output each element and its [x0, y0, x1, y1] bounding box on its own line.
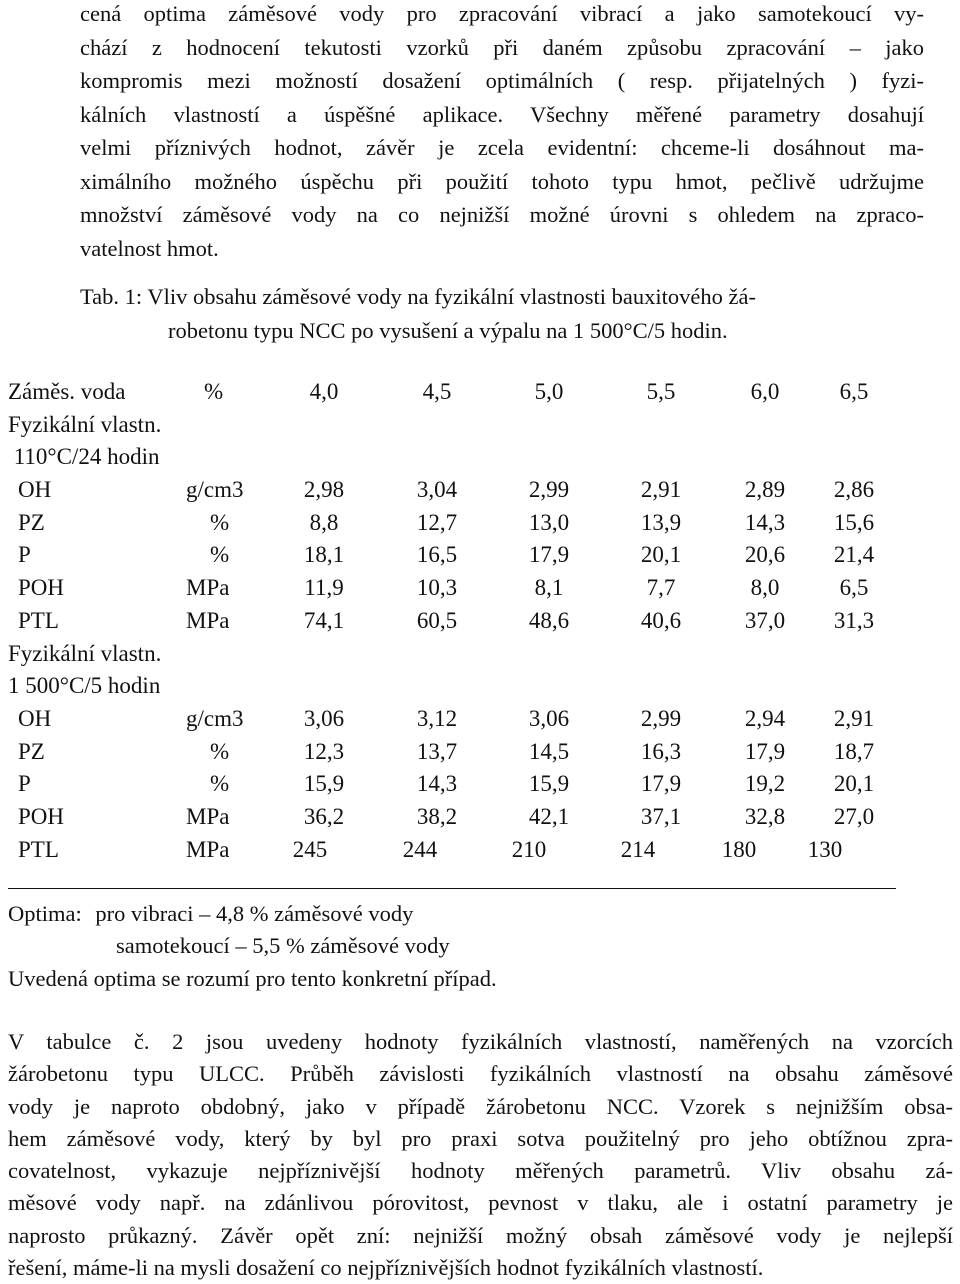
table-cell: 8,0 [750, 575, 780, 601]
table-cell: 42,1 [528, 803, 570, 829]
row-unit: g/cm3 [186, 705, 244, 731]
table-cell: 40,6 [640, 607, 682, 633]
table-cell: 210 [511, 836, 547, 862]
table-cell: 37,1 [640, 803, 682, 829]
text-line: naprosto průkazný. Závěr opět zní: nejnižší možný obsah záměsové vody je nejlepší [8, 1222, 953, 1248]
table-cell: 3,12 [416, 705, 458, 731]
text-line: měsové vody např. na zdánlivou pórovitost, pevnost v tlaku, ale i ostatní parametry je [8, 1190, 953, 1216]
table-cell: 2,99 [640, 705, 682, 731]
table-cell: 130 [807, 836, 843, 862]
row-unit: % [210, 738, 230, 764]
section-title-row [8, 441, 908, 474]
table-cell: 14,3 [416, 771, 458, 797]
table-cell: 7,7 [646, 575, 676, 601]
table-cell: 20,6 [744, 542, 786, 568]
table-cell: 32,8 [744, 803, 786, 829]
optima-vibration: pro vibraci – 4,8 % záměsové vody [95, 901, 414, 926]
table-cell: 37,0 [744, 607, 786, 633]
optima-line [8, 898, 953, 930]
table-cell: 27,0 [833, 803, 875, 829]
table-cell: 4,0 [309, 379, 339, 404]
row-label: PTL [18, 607, 59, 633]
section-title-row [8, 409, 908, 442]
text-line: chází z hodnocení tekutosti vzorků při daném způsobu zpracování – jako [80, 34, 924, 60]
intro-paragraph [80, 0, 924, 265]
table-row [8, 801, 908, 834]
section-title: 110°C/24 hodin [8, 444, 160, 470]
table-cell: 48,6 [528, 607, 570, 633]
table-cell: 16,3 [640, 738, 682, 764]
table-cell: 13,9 [640, 509, 682, 535]
table-caption [80, 280, 940, 347]
row-unit: MPa [186, 836, 230, 862]
optima-selfflow: samotekoucí – 5,5 % záměsové vody [116, 933, 450, 959]
text-line: covatelnost, vykazuje nejpříznivější hodnoty měřených parametrů. Vliv obsahu zá- [8, 1158, 953, 1184]
text-line: kálních vlastností a úspěšné aplikace. Všechny měřené parametry dosahují [80, 101, 924, 127]
row-label: OH [18, 705, 52, 731]
table-cell: 12,3 [303, 738, 345, 764]
text-line: vody je naproto obdobný, jako v případě žárobetonu NCC. Vzorek s nejnižším obsa- [8, 1093, 953, 1119]
text-line: množství záměsové vody na co nejnižší možné úrovni s ohledem na zpraco- [80, 202, 924, 227]
table-cell: 2,94 [744, 705, 786, 731]
text-line: hem záměsové vody, který by byl pro praxi sotva použitelný pro jeho obtížnou zpra- [8, 1125, 953, 1151]
section-title-row [8, 638, 908, 671]
table-cell: 20,1 [640, 542, 682, 568]
row-label: PTL [18, 836, 59, 862]
table-cell: 3,06 [528, 705, 570, 731]
table-cell: 5,5 [646, 379, 676, 404]
table-row [8, 768, 908, 801]
text-line: žárobetonu typu ULCC. Průběh závislosti fyzikálních vlastností na obsahu záměsové [8, 1061, 953, 1087]
closing-paragraph [8, 1026, 953, 1284]
table-cell: 17,9 [528, 542, 570, 568]
table-cell: 18,1 [303, 542, 345, 568]
table-cell: 15,9 [528, 771, 570, 797]
section-title-row [8, 670, 908, 703]
row-unit: MPa [186, 803, 230, 829]
section-title: Fyzikální vlastn. [8, 411, 162, 437]
header-unit: % [204, 379, 224, 404]
table-cell: 74,1 [303, 607, 345, 633]
table-cell: 214 [620, 836, 656, 862]
caption-line: robetonu typu NCC po vysušení a výpalu na 1 500°C/5 hodin. [168, 317, 728, 343]
text-line: cená optima záměsové vody pro zpracování vibrací a jako samotekoucí vy- [80, 1, 924, 26]
table-row [8, 736, 908, 769]
optima-label: Optima: [8, 901, 82, 926]
row-label: P [18, 771, 31, 797]
table-cell: 13,0 [528, 509, 570, 535]
section-title: 1 500°C/5 hodin [8, 673, 161, 699]
table-cell: 2,98 [303, 477, 345, 503]
table-cell: 2,86 [833, 477, 875, 503]
row-label: OH [18, 477, 52, 503]
table-cell: 16,5 [416, 542, 458, 568]
row-label: PZ [18, 509, 45, 535]
table-cell: 36,2 [303, 803, 345, 829]
table-cell: 18,7 [833, 738, 875, 764]
table-cell: 19,2 [744, 771, 786, 797]
row-unit: % [210, 771, 230, 797]
optima-block [8, 898, 953, 995]
table-cell: 8,1 [534, 575, 564, 601]
table-cell: 245 [292, 836, 328, 862]
table-row [8, 507, 908, 540]
table-cell: 14,3 [744, 509, 786, 535]
row-unit: MPa [186, 575, 230, 601]
table-cell: 13,7 [416, 738, 458, 764]
table-cell: 4,5 [422, 379, 452, 404]
table-cell: 15,9 [303, 771, 345, 797]
row-label: PZ [18, 738, 45, 764]
row-unit: MPa [186, 607, 230, 633]
table-cell: 3,04 [416, 477, 458, 503]
table-row [8, 539, 908, 572]
table-cell: 12,7 [416, 509, 458, 535]
row-unit: % [210, 509, 230, 535]
text-line: vatelnost hmot. [80, 235, 219, 261]
table-cell: 17,9 [744, 738, 786, 764]
table-cell: 20,1 [833, 771, 875, 797]
table-cell: 21,4 [833, 542, 875, 568]
text-line: řešení, máme-li na mysli dosažení co nejpříznivějších hodnot fyzikálních vlastností. [8, 1255, 764, 1281]
properties-table [8, 376, 908, 866]
optima-note: Uvedená optima se rozumí pro tento konkretní případ. [8, 965, 497, 991]
row-unit: g/cm3 [186, 477, 244, 503]
text-line: ximálního možného úspěchu při použití tohoto typu hmot, pečlivě udržujme [80, 168, 924, 194]
section-title: Fyzikální vlastn. [8, 640, 162, 666]
table-cell: 17,9 [640, 771, 682, 797]
table-cell: 2,99 [528, 477, 570, 503]
table-cell: 10,3 [416, 575, 458, 601]
table-row [8, 834, 908, 867]
table-cell: 3,06 [303, 705, 345, 731]
row-unit: % [210, 542, 230, 568]
table-cell: 244 [402, 836, 438, 862]
divider-line [8, 888, 896, 889]
text-line: kompromis mezi možností dosažení optimálních ( resp. přijatelných ) fyzi- [80, 68, 924, 93]
table-header-row [8, 376, 908, 409]
table-cell: 2,91 [833, 705, 875, 731]
table-cell: 6,0 [750, 379, 780, 404]
table-row [8, 605, 908, 638]
table-row [8, 703, 908, 736]
table-cell: 6,5 [839, 379, 869, 404]
table-cell: 31,3 [833, 607, 875, 633]
table-cell: 2,89 [744, 477, 786, 503]
text-line: velmi příznivých hodnot, závěr je zcela evidentní: chceme-li dosáhnout ma- [80, 135, 924, 160]
row-label: P [18, 542, 31, 568]
caption-line: Tab. 1: Vliv obsahu záměsové vody na fyzikální vlastnosti bauxitového žá- [80, 284, 756, 309]
text-line: V tabulce č. 2 jsou uvedeny hodnoty fyzikálních vlastností, naměřených na vzorcích [8, 1029, 953, 1054]
table-cell: 38,2 [416, 803, 458, 829]
table-row [8, 474, 908, 507]
table-cell: 6,5 [839, 575, 869, 601]
table-cell: 11,9 [304, 575, 344, 601]
table-cell: 5,0 [534, 379, 564, 404]
table-cell: 2,91 [640, 477, 682, 503]
table-cell: 8,8 [309, 509, 339, 535]
table-row [8, 572, 908, 605]
header-label: Záměs. voda [8, 379, 126, 404]
table-cell: 15,6 [833, 509, 875, 535]
row-label: POH [18, 803, 65, 829]
table-cell: 180 [721, 836, 757, 862]
table-cell: 14,5 [528, 738, 570, 764]
table-cell: 60,5 [416, 607, 458, 633]
row-label: POH [18, 575, 65, 601]
